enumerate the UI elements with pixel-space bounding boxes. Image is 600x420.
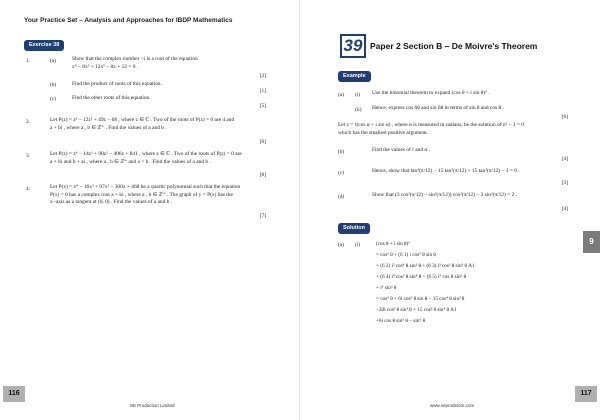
question-line: P(x) = 0 has a complex root a + bi , where a , b ∈ ℤ⁺ . The graph of y = P(x) has the xyxy=(50,191,233,198)
question-text xyxy=(72,56,262,71)
example-mark: [6] xyxy=(561,114,568,120)
chapter-side-tab: 9 xyxy=(583,231,600,253)
question-line: Let P(z) = z³ − 12z² + 49z − 68 , where z ∈ ℂ . Two of the roots of P(z) = 0 are 4 and xyxy=(50,117,235,123)
question-text xyxy=(50,117,270,132)
solution-line: + (6 4) i⁴ cos² θ sin⁴ θ + (6 5) i⁵ cos θ sin⁵ θ xyxy=(376,274,467,280)
question-part: (c) xyxy=(50,96,56,102)
question-mark: [8] xyxy=(259,172,266,178)
footer-publisher: SE Production Limited xyxy=(130,403,175,408)
question-number: 2. xyxy=(26,119,31,125)
solution-line: = cos⁶ θ + 6i cos⁵ θ sin θ − 15 cos⁴ θ sin² θ xyxy=(376,296,465,302)
solution-line: (cos θ + i sin θ)⁶ xyxy=(376,241,411,247)
question-line: a + bi , where a , b ∈ ℤ⁺ . Find the values of a and b . xyxy=(50,124,167,131)
chapter-title: Paper 2 Section B – De Moivre's Theorem xyxy=(370,41,538,51)
example-mark: [4] xyxy=(561,156,568,162)
question-text: Find the product of roots of this equation. xyxy=(72,81,162,87)
example-part: (a) xyxy=(338,92,344,98)
question-line: Show that the complex number −i is a root of the equation xyxy=(72,56,198,62)
question-line: Let P(x) = x⁴ − 16x³ + 97x² − 300x + 468 be a quartic polynomial such that the equation xyxy=(50,184,241,190)
exercise-badge: Exercise 38 xyxy=(24,40,64,51)
page-number: 117 xyxy=(575,386,597,402)
question-text: Find the other roots of this equation. xyxy=(72,95,151,101)
example-text: Let z = r(cos α + i sin α) , where α is measured in radians, be the solution of z⁵ − 1 = 0 xyxy=(338,122,524,128)
solution-working xyxy=(376,239,556,327)
question-mark: [2] xyxy=(259,73,266,79)
example-text: Use the binomial theorem to expand (cos θ + i sin θ)⁶ . xyxy=(372,90,490,96)
question-mark: [5] xyxy=(259,103,266,109)
right-page xyxy=(300,0,600,420)
example-text: Show that (3 cos²(π/12) − sin²(π/12)) cos²(π/12) − 3 sin²(π/12) = 2 . xyxy=(372,192,517,198)
solution-line: + (6 2) i² cos⁴ θ sin² θ + (6 3) i³ cos³ θ sin³ θ A1 xyxy=(376,263,475,269)
question-part: (b) xyxy=(50,82,57,88)
example-part: (b) xyxy=(338,149,345,155)
solution-badge: Solution xyxy=(338,223,370,234)
chapter-number-box: 39 xyxy=(340,34,366,58)
question-part: (a) xyxy=(50,58,56,64)
question-number: 1. xyxy=(26,58,31,64)
question-number: 4. xyxy=(26,186,31,192)
question-text xyxy=(50,151,270,166)
solution-line: +6i cos θ sin⁵ θ − sin⁶ θ xyxy=(376,318,426,324)
question-mark: [6] xyxy=(259,139,266,145)
book-title: Your Practice Set – Analysis and Approaches for IBDP Mathematics xyxy=(24,17,233,24)
solution-line: = cos⁶ θ + (6 1) i cos⁵ θ sin θ xyxy=(376,252,436,258)
solution-part: (a) xyxy=(338,242,344,248)
question-text xyxy=(50,184,270,207)
example-badge: Example xyxy=(338,71,371,82)
example-text: Hence, express cos 6θ and sin 6θ in terms of sin θ and cos θ . xyxy=(372,105,504,111)
question-line: Let P(z) = z⁴ − 14z³ + 98z² − 406z + 841 , where z ∈ ℂ . Two of the roots of P(z) = 0 are xyxy=(50,151,242,157)
solution-line: −20i cos³ θ sin³ θ + 15 cos² θ sin⁴ θ A1 xyxy=(376,307,457,313)
question-line: x⁴ − 8x³ + 12x² − 8x + 12 = 0 . xyxy=(72,63,139,70)
page-number: 116 xyxy=(3,386,25,402)
example-part: (c) xyxy=(338,170,344,176)
question-line: x -axis as a tangent at (6, 0) . Find the values of a and b . xyxy=(50,199,173,205)
solution-line: + i⁶ sin⁶ θ xyxy=(376,285,397,291)
example-text: Find the values of r and α . xyxy=(372,147,430,153)
question-mark: [1] xyxy=(259,88,266,94)
example-text: Hence, show that tan⁴(π/12) − 15 tan²(π/12) + 15 tan²(π/12) − 1 = 0 . xyxy=(372,168,520,174)
question-mark: [7] xyxy=(259,213,266,219)
question-number: 3. xyxy=(26,153,31,159)
solution-subpart: (i) xyxy=(355,242,361,248)
example-text: which has the smallest positive argument. xyxy=(338,130,429,136)
example-part: (d) xyxy=(338,194,345,200)
example-mark: [4] xyxy=(561,206,568,212)
footer-website: www.seprodstore.com xyxy=(430,403,475,408)
example-mark: [3] xyxy=(561,180,568,186)
example-subpart: (ii) xyxy=(355,107,362,113)
example-subpart: (i) xyxy=(355,92,361,98)
question-line: a + bi and b + ai , where a , b ∈ ℤ⁺ and a > b . Find the values of a and b . xyxy=(50,158,211,165)
